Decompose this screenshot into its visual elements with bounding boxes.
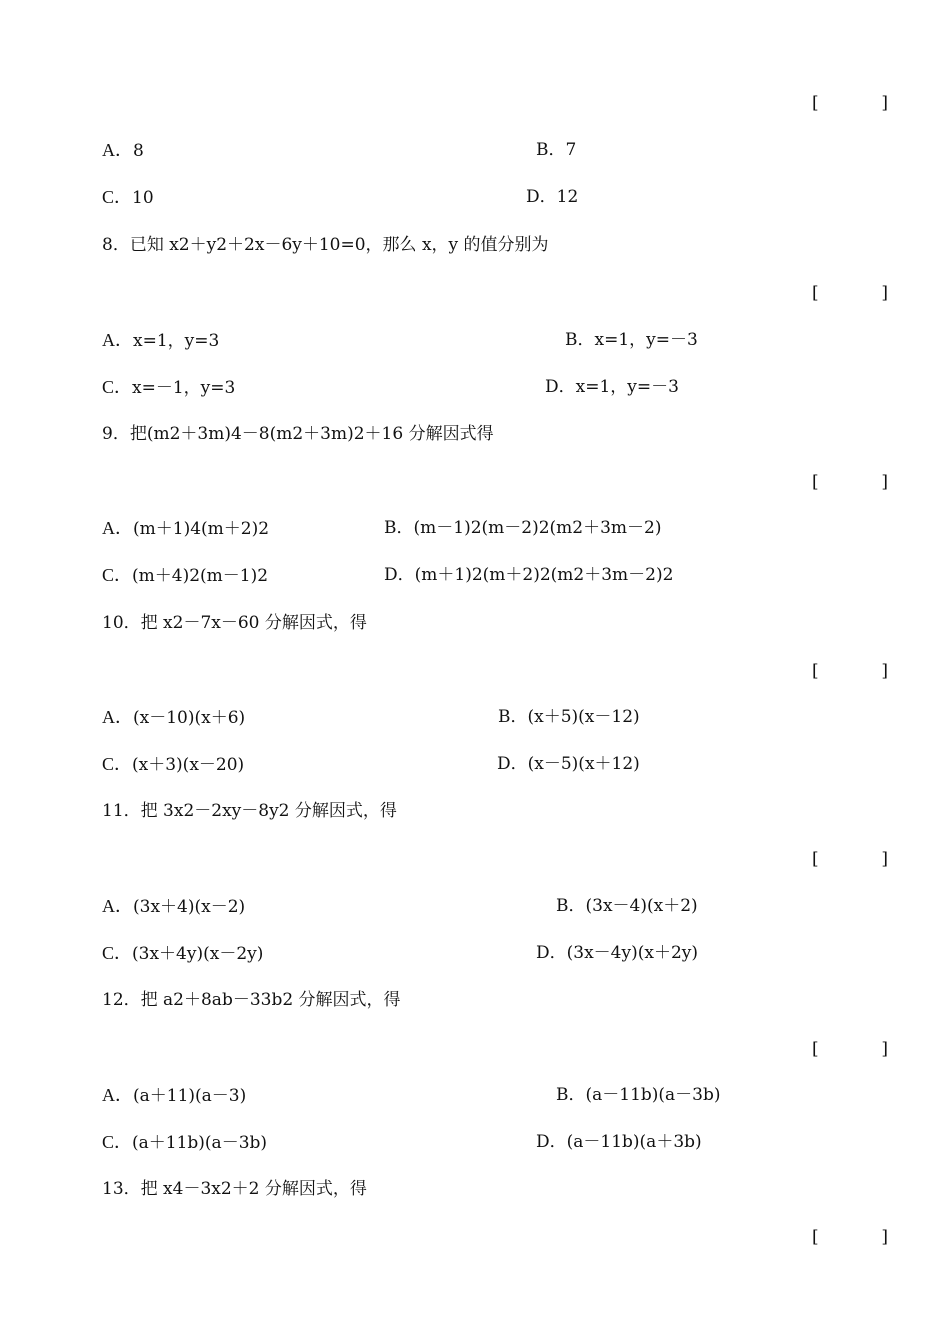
option-label: C． <box>102 1132 133 1152</box>
option-label: D． <box>536 943 567 963</box>
q8-stem: 8．已知 x2＋y2＋2x－6y＋10=0，那么 x，y 的值分别为 <box>102 235 549 255</box>
option-label: D． <box>384 565 415 585</box>
left-bracket: [ <box>812 849 819 869</box>
option-text: 12 <box>556 187 579 207</box>
q7-option-a <box>102 139 144 162</box>
q10-option-c <box>102 753 244 776</box>
option-label: C． <box>102 377 133 397</box>
option-text: x=1，y=－3 <box>594 330 698 350</box>
option-text: (3x－4)(x＋2) <box>585 896 698 916</box>
option-label: C． <box>102 187 133 207</box>
q9-option-a <box>102 517 269 540</box>
option-text: (3x＋4)(x－2) <box>133 897 246 917</box>
option-text: (a＋11)(a－3) <box>133 1086 247 1106</box>
option-label: B． <box>498 707 528 727</box>
q9-option-d <box>384 564 673 586</box>
right-bracket: ] <box>881 1227 888 1247</box>
option-text: x=1，y=－3 <box>575 377 679 397</box>
q8-option-c <box>102 376 235 399</box>
q11-option-a <box>102 895 245 918</box>
right-bracket: ] <box>881 283 888 303</box>
option-text: (3x－4y)(x＋2y) <box>566 943 699 963</box>
option-label: B． <box>384 518 414 538</box>
option-label: B． <box>556 896 586 916</box>
option-text: (a＋11b)(a－3b) <box>132 1133 268 1153</box>
option-text: (3x＋4y)(x－2y) <box>132 944 264 964</box>
option-label: D． <box>526 187 557 207</box>
q10-stem: 10．把 x2－7x－60 分解因式，得 <box>102 613 367 633</box>
option-label: A． <box>102 1085 133 1105</box>
q7-option-b <box>536 139 576 161</box>
q11-option-b <box>556 895 698 917</box>
option-label: D． <box>536 1132 567 1152</box>
q9-option-c <box>102 564 268 587</box>
option-label: D． <box>545 377 576 397</box>
option-label: C． <box>102 754 133 774</box>
q11-stem: 11．把 3x2－2xy－8y2 分解因式，得 <box>102 801 397 821</box>
left-bracket: [ <box>812 472 819 492</box>
right-bracket: ] <box>881 849 888 869</box>
option-text: (m＋1)4(m＋2)2 <box>133 519 270 539</box>
right-bracket: ] <box>881 1039 888 1059</box>
q12-option-c <box>102 1131 267 1154</box>
q8-option-b <box>565 329 698 351</box>
option-text: x=－1，y=3 <box>132 378 236 398</box>
option-text: (x＋3)(x－20) <box>132 755 245 775</box>
q11-option-d <box>536 942 698 964</box>
option-label: A． <box>102 140 133 160</box>
option-text: 8 <box>133 141 144 161</box>
q8-option-a <box>102 329 219 352</box>
q7-option-c <box>102 186 154 209</box>
option-text: x=1，y=3 <box>133 331 220 351</box>
left-bracket: [ <box>812 661 819 681</box>
left-bracket: [ <box>812 283 819 303</box>
q12-option-d <box>536 1131 702 1153</box>
q12-option-a <box>102 1084 246 1107</box>
option-label: C． <box>102 565 133 585</box>
option-text: (m＋4)2(m－1)2 <box>132 566 269 586</box>
option-label: A． <box>102 518 133 538</box>
q12-option-b <box>556 1084 721 1106</box>
q7-option-d <box>526 186 578 208</box>
option-label: A． <box>102 330 133 350</box>
option-text: 7 <box>565 140 577 160</box>
option-text: (x－5)(x＋12) <box>527 754 640 774</box>
left-bracket: [ <box>812 1039 819 1059</box>
q8-option-d <box>545 376 679 398</box>
q13-stem: 13．把 x4－3x2＋2 分解因式，得 <box>102 1179 367 1199</box>
q9-stem: 9．把(m2＋3m)4－8(m2＋3m)2＋16 分解因式得 <box>102 424 494 444</box>
q11-option-c <box>102 942 263 965</box>
q10-option-b <box>498 706 640 728</box>
q9-option-b <box>384 517 662 539</box>
right-bracket: ] <box>881 93 888 113</box>
q10-option-a <box>102 706 245 729</box>
option-text: (x＋5)(x－12) <box>527 707 640 727</box>
option-text: (a－11b)(a＋3b) <box>566 1132 702 1152</box>
option-label: B． <box>556 1085 586 1105</box>
option-text: (m－1)2(m－2)2(m2＋3m－2) <box>413 518 662 538</box>
q12-stem: 12．把 a2＋8ab－33b2 分解因式，得 <box>102 990 401 1010</box>
option-text: 10 <box>132 188 154 208</box>
option-label: B． <box>536 140 566 160</box>
left-bracket: [ <box>812 1227 819 1247</box>
right-bracket: ] <box>881 472 888 492</box>
option-label: A． <box>102 707 133 727</box>
option-text: (m＋1)2(m＋2)2(m2＋3m－2)2 <box>414 565 674 585</box>
option-label: B． <box>565 330 595 350</box>
left-bracket: [ <box>812 93 819 113</box>
option-text: (a－11b)(a－3b) <box>585 1085 721 1105</box>
option-label: D． <box>497 754 528 774</box>
option-text: (x－10)(x＋6) <box>133 708 246 728</box>
right-bracket: ] <box>881 661 888 681</box>
option-label: A． <box>102 896 133 916</box>
q10-option-d <box>497 753 640 775</box>
option-label: C． <box>102 943 133 963</box>
